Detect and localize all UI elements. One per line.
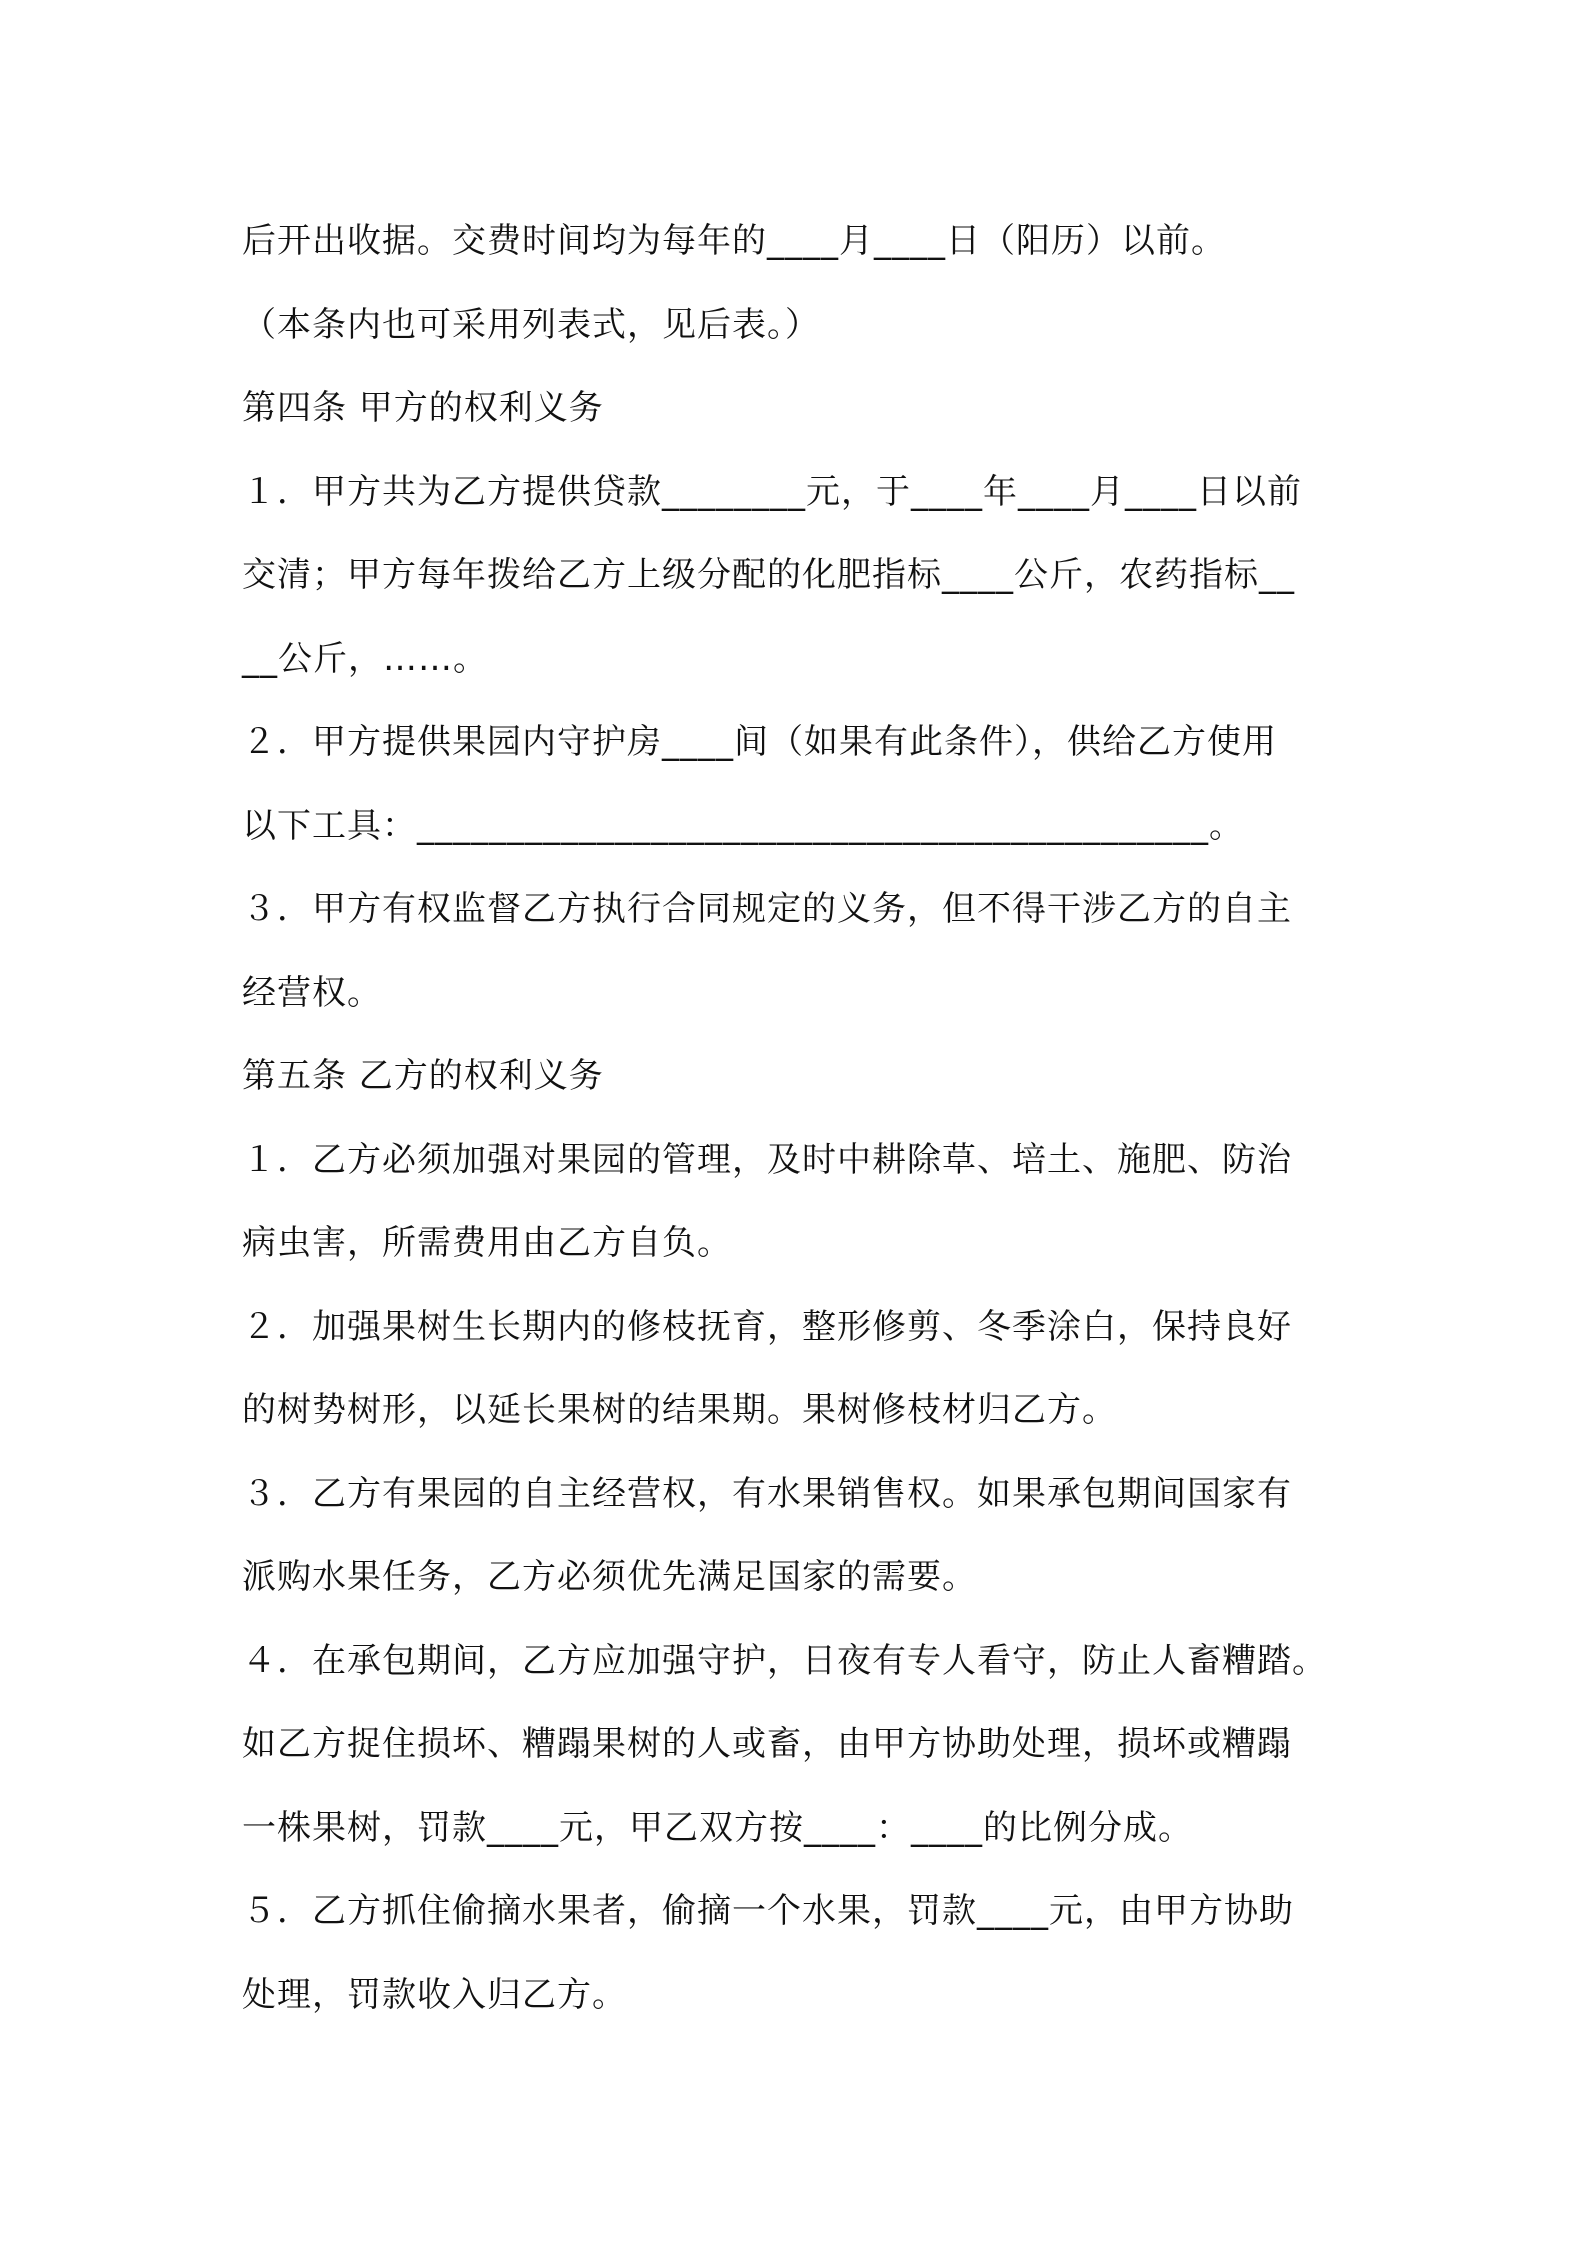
text-line: 病虫害，所需费用由乙方自负。 xyxy=(242,1223,732,1263)
text-line: 一株果树，罚款____元，甲乙双方按____：____的比例分成。 xyxy=(242,1807,1193,1848)
text-line: ４．在承包期间，乙方应加强守护，日夜有专人看守，防止人畜糟踏。 xyxy=(242,1640,1327,1681)
text-line: 交清；甲方每年拨给乙方上级分配的化肥指标____公斤，农药指标__ xyxy=(242,555,1295,595)
text-line: 处理，罚款收入归乙方。 xyxy=(242,1974,627,2015)
text-line: 经营权。 xyxy=(242,972,382,1013)
text-line: ２．加强果树生长期内的修枝抚育，整形修剪、冬季涂白，保持良好 xyxy=(242,1306,1292,1347)
text-line: 派购水果任务，乙方必须优先满足国家的需要。 xyxy=(242,1557,977,1597)
text-line: 以下工具：____________________________________________。 xyxy=(242,805,1244,846)
text-line: ５．乙方抓住偷摘水果者，偷摘一个水果，罚款____元，由甲方协助 xyxy=(242,1891,1294,1931)
text-line: ３．甲方有权监督乙方执行合同规定的义务，但不得干涉乙方的自主 xyxy=(242,889,1292,929)
section-heading: 第四条 甲方的权利义务 xyxy=(242,388,604,428)
text-line: ２．甲方提供果园内守护房____间（如果有此条件），供给乙方使用 xyxy=(242,722,1277,762)
text-line: ３．乙方有果园的自主经营权，有水果销售权。如果承包期间国家有 xyxy=(242,1473,1292,1514)
text-line: １．乙方必须加强对果园的管理，及时中耕除草、培土、施肥、防治 xyxy=(242,1139,1292,1180)
text-line: １．甲方共为乙方提供贷款________元，于____年____月____日以前 xyxy=(242,471,1302,512)
text-line: __公斤，……。 xyxy=(242,638,488,679)
text-line: 的树势树形，以延长果树的结果期。果树修枝材归乙方。 xyxy=(242,1390,1117,1430)
text-line: 后开出收据。交费时间均为每年的____月____日（阳历）以前。 xyxy=(242,221,1226,261)
document-page xyxy=(242,200,1357,2037)
text-line: 如乙方捉住损坏、糟蹋果树的人或畜，由甲方协助处理，损坏或糟蹋 xyxy=(242,1724,1292,1764)
section-heading: 第五条 乙方的权利义务 xyxy=(242,1056,604,1096)
text-line: （本条内也可采用列表式，见后表。） xyxy=(242,304,820,345)
